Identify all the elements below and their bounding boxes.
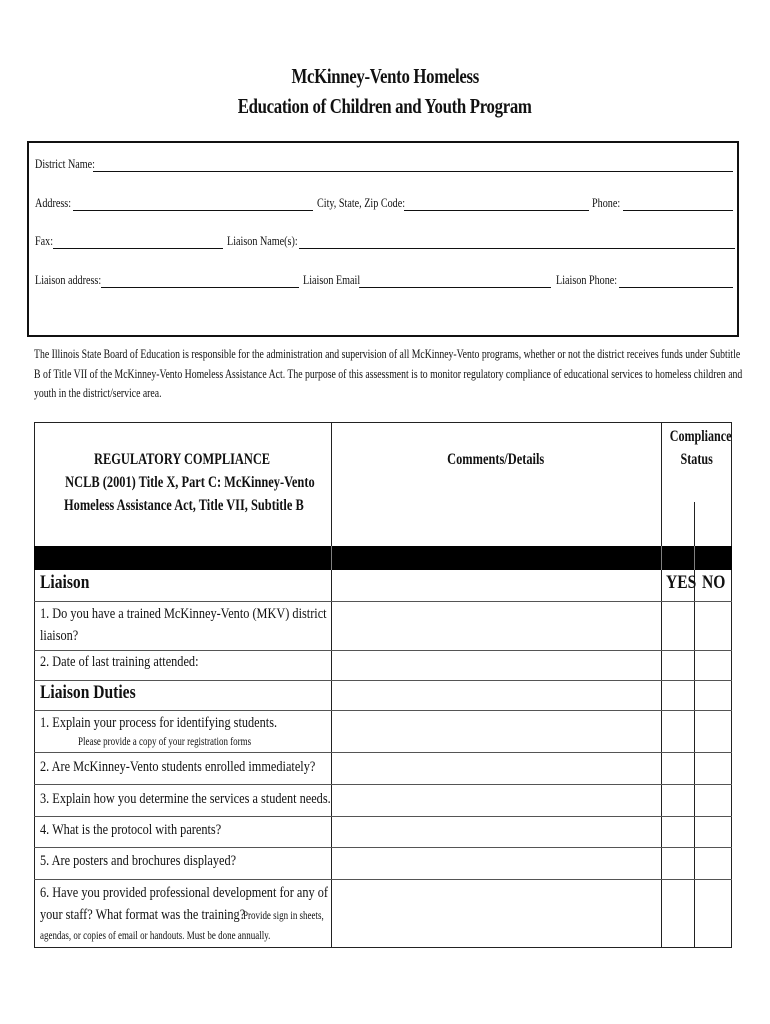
liaison-address-label: Liaison address: bbox=[35, 272, 102, 287]
intro-paragraph: The Illinois State Board of Education is responsible for the administration and supervision of all McKinney-Vento programs, whether or not the district receives funds under Subtitle B of Title VII of the McKinney-Vento Homeless Assistance Act. The purpose of this assessment is to monitor regulatory compliance of educational services to homeless children and youth in the district/service area. bbox=[34, 347, 743, 400]
section-title-liaison-duties: Liaison Duties bbox=[40, 682, 136, 703]
liaison-email-field[interactable] bbox=[359, 273, 551, 288]
duties-question-6-note-cont: agendas, or copies of email or handouts. Must be done annually. bbox=[40, 930, 271, 942]
city-state-zip-label: City, State, Zip Code: bbox=[317, 195, 406, 210]
compliance-table bbox=[34, 422, 732, 948]
district-info-box bbox=[27, 141, 739, 337]
no-column-label: NO bbox=[702, 572, 726, 593]
district-name-label: District Name: bbox=[35, 156, 95, 171]
regulatory-compliance-header: REGULATORY COMPLIANCE NCLB (2001) Title X, Part C: McKinney-Vento Homeless Assistance Act, Title VII, Subtitle B bbox=[63, 451, 315, 514]
phone-field[interactable] bbox=[623, 196, 733, 211]
liaison-names-field[interactable] bbox=[299, 234, 735, 249]
duties-question-3: 3. Explain how you determine the services a student needs. bbox=[40, 791, 331, 807]
compliance-status-header: Compliance Status bbox=[669, 428, 732, 468]
address-label: Address: bbox=[35, 195, 72, 210]
yes-column-label: YES bbox=[666, 572, 697, 593]
section-title-liaison: Liaison bbox=[40, 572, 90, 593]
liaison-address-field[interactable] bbox=[101, 273, 299, 288]
address-field[interactable] bbox=[73, 196, 313, 211]
liaison-question-2: 2. Date of last training attended: bbox=[40, 654, 199, 670]
phone-label: Phone: bbox=[592, 195, 621, 210]
duties-question-5: 5. Are posters and brochures displayed? bbox=[40, 853, 237, 869]
liaison-phone-field[interactable] bbox=[619, 273, 733, 288]
liaison-names-label: Liaison Name(s): bbox=[227, 233, 298, 248]
form-title-line2: Education of Children and Youth Program bbox=[238, 94, 532, 118]
liaison-question-1: 1. Do you have a trained McKinney-Vento (MKV) district liaison? bbox=[40, 606, 327, 644]
comments-details-header: Comments/Details bbox=[447, 451, 545, 468]
duties-question-1: 1. Explain your process for identifying students. bbox=[40, 715, 278, 731]
fax-field[interactable] bbox=[53, 234, 223, 249]
city-state-zip-field[interactable] bbox=[404, 196, 589, 211]
header-divider-bar bbox=[34, 546, 732, 570]
form-title-line1: McKinney-Vento Homeless bbox=[291, 64, 479, 88]
liaison-email-label: Liaison Email bbox=[303, 272, 361, 287]
duties-question-2: 2. Are McKinney-Vento students enrolled immediately? bbox=[40, 759, 316, 775]
duties-question-6-note: Provide sign in sheets, bbox=[243, 910, 324, 922]
duties-question-6: 6. Have you provided professional development for any of your staff? What format was the training? bbox=[40, 885, 328, 923]
district-name-field[interactable] bbox=[93, 157, 733, 172]
duties-question-4: 4. What is the protocol with parents? bbox=[40, 822, 222, 838]
duties-question-1-note: Please provide a copy of your registration forms bbox=[78, 736, 252, 748]
fax-label: Fax: bbox=[35, 233, 54, 248]
liaison-phone-label: Liaison Phone: bbox=[556, 272, 618, 287]
